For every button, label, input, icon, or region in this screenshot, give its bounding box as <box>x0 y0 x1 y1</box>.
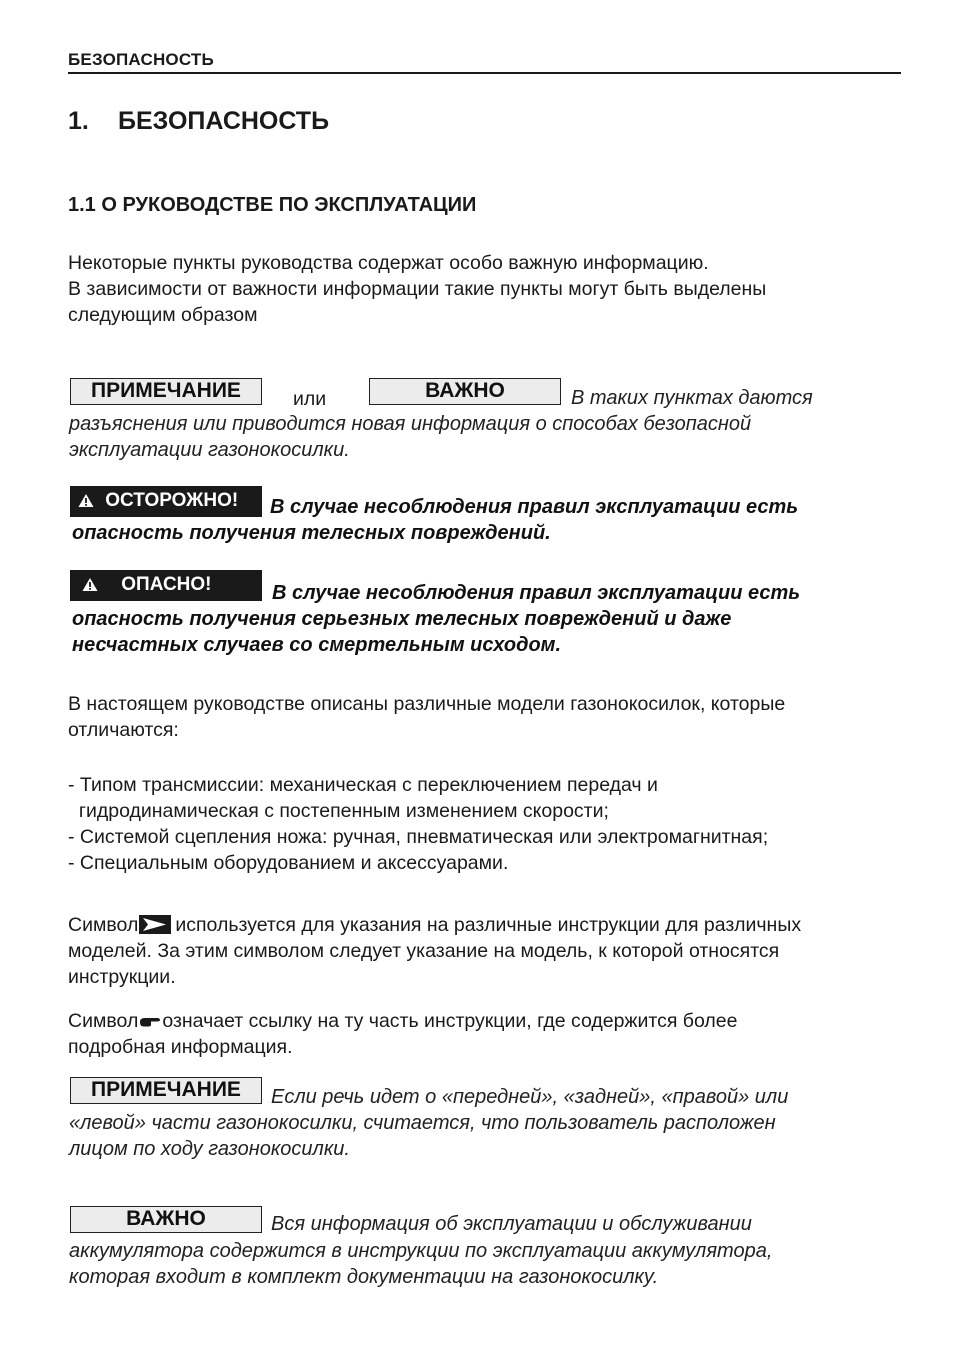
list-item: - Системой сцепления ножа: ручная, пневматическая или электромагнитная; <box>68 826 769 848</box>
running-header: БЕЗОПАСНОСТЬ <box>68 50 214 69</box>
danger-text-line: В случае несоблюдения правил эксплуатации есть <box>272 582 801 604</box>
symbol-ref-line: подробная информация. <box>68 1036 293 1058</box>
symbol-ref-prefix: Символ <box>68 1010 139 1032</box>
important-label-box: ВАЖНО <box>70 1206 262 1233</box>
important-text-line: которая входит в комплект документации на газонокосилку. <box>69 1266 659 1288</box>
section-title: 1.1 О РУКОВОДСТВЕ ПО ЭКСПЛУАТАЦИИ <box>68 194 477 216</box>
models-line: В настоящем руководстве описаны различные модели газонокосилок, которые <box>68 693 786 715</box>
legend-text-line: В таких пунктах даются <box>571 387 813 409</box>
caution-label: ОСТОРОЖНО! <box>105 490 239 511</box>
important-text-line: Вся информация об эксплуатации и обслуживании <box>271 1213 752 1235</box>
or-text: или <box>293 388 327 410</box>
models-line: отличаются: <box>68 719 179 741</box>
important-text-line: аккумулятора содержится в инструкции по эксплуатации аккумулятора, <box>69 1240 773 1262</box>
note-label-box: ПРИМЕЧАНИЕ <box>70 1077 262 1104</box>
header-rule <box>68 72 901 74</box>
danger-text-line: опасность получения серьезных телесных повреждений и даже <box>72 608 732 630</box>
list-item: гидродинамическая с постепенным изменением скорости; <box>68 800 609 822</box>
danger-text-line: несчастных случаев со смертельным исходом. <box>72 634 562 656</box>
list-item: - Типом трансмиссии: механическая с переключением передач и <box>68 774 658 796</box>
model-arrow-icon <box>139 915 171 934</box>
caution-text-line: В случае несоблюдения правил эксплуатации есть <box>270 496 799 518</box>
legend-text-line: эксплуатации газонокосилки. <box>69 439 350 461</box>
note-text-line: Если речь идет о «передней», «задней», «правой» или <box>271 1086 789 1108</box>
warning-triangle-icon <box>82 577 98 592</box>
symbol-model-line: инструкции. <box>68 966 176 988</box>
chapter-number: 1. <box>68 107 89 135</box>
symbol-model-line <box>68 912 918 938</box>
chapter-title-text: БЕЗОПАСНОСТЬ <box>118 107 330 135</box>
list-item: - Специальным оборудованием и аксессуарами. <box>68 852 509 874</box>
symbol-model-text: используется для указания на различные инструкции для различных <box>175 914 802 936</box>
caution-label-box <box>70 486 262 517</box>
danger-label: ОПАСНО! <box>121 574 212 595</box>
chapter-title <box>68 107 329 136</box>
intro-line: В зависимости от важности информации такие пункты могут быть выделены <box>68 278 767 300</box>
intro-line: следующим образом <box>68 304 258 326</box>
caution-text-line: опасность получения телесных повреждений. <box>72 522 551 544</box>
symbol-ref-text: означает ссылку на ту часть инструкции, где содержится более <box>162 1010 738 1032</box>
danger-label-box <box>70 570 262 601</box>
note-label-box: ПРИМЕЧАНИЕ <box>70 378 262 405</box>
note-text-line: лицом по ходу газонокосилки. <box>69 1138 350 1160</box>
symbol-model-prefix: Символ <box>68 914 139 936</box>
legend-text-line: разъяснения или приводится новая информация о способах безопасной <box>69 413 752 435</box>
note-text-line: «левой» части газонокосилки, считается, что пользователь расположен <box>69 1112 776 1134</box>
warning-triangle-icon <box>78 493 94 508</box>
intro-line: Некоторые пункты руководства содержат особо важную информацию. <box>68 252 709 274</box>
symbol-ref-line <box>68 1008 918 1034</box>
symbol-model-line: моделей. За этим символом следует указание на модель, к которой относятся <box>68 940 780 962</box>
pointing-hand-icon <box>139 1015 161 1027</box>
important-label-box: ВАЖНО <box>369 378 561 405</box>
